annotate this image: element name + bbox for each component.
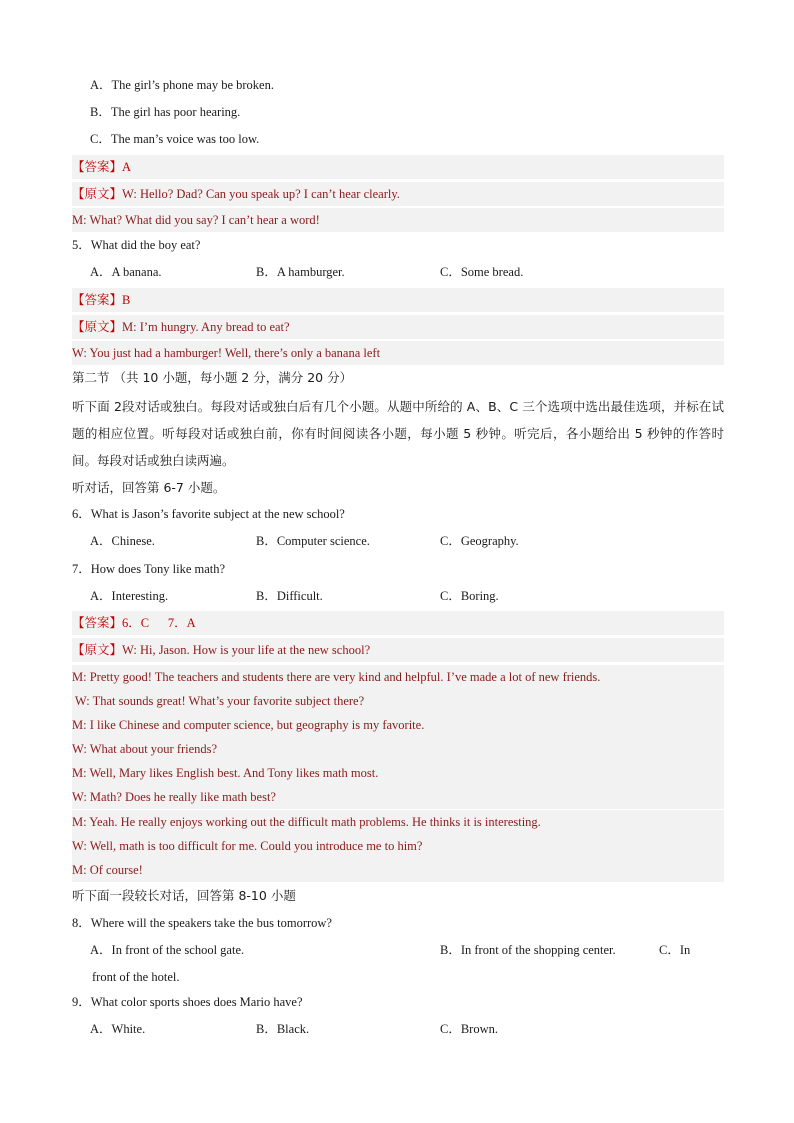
q5-option-a: A．A banana. — [90, 265, 162, 279]
q8-option-c-continued: front of the hotel. — [92, 970, 180, 984]
q5-script-line: W: You just had a hamburger! Well, there’s only a banana left — [72, 341, 724, 365]
q4-answer-row — [72, 155, 724, 179]
q67-script-line: M: Pretty good! The teachers and students there are very kind and helpful. I’ve made a lot of new friends. — [72, 665, 724, 689]
q5-script-row — [72, 315, 724, 339]
q7-option-a: A．Interesting. — [90, 589, 169, 603]
q67-script-line: W: Well, math is too difficult for me. Could you introduce me to him? — [72, 834, 724, 858]
q67-script-line: M: Of course! — [72, 858, 724, 882]
script-tag: 【原文】 — [72, 319, 123, 334]
q5-question: 5．What did the boy eat? — [72, 238, 201, 252]
answer-tag: 【答案】 — [72, 615, 123, 630]
q9-option-b: B．Black. — [256, 1022, 310, 1036]
q67-script-line: W: Math? Does he really like math best? — [72, 785, 724, 809]
q4-script-row — [72, 182, 724, 206]
q67-answer-row — [72, 611, 724, 635]
section-heading: 第二节 （共 10 小题，每小题 2 分，满分 20 分） — [72, 370, 353, 385]
q4-option-a: A．The girl’s phone may be broken. — [90, 78, 274, 92]
q67-script-line: M: Well, Mary likes English best. And Tony likes math most. — [72, 761, 724, 785]
q8-option-a: A．In front of the school gate. — [90, 943, 245, 957]
q67-script-line: W: That sounds great! What’s your favorite subject there? — [72, 689, 724, 713]
q67-script-line: M: I like Chinese and computer science, but geography is my favorite. — [72, 713, 724, 737]
q9-question: 9．What color sports shoes does Mario have? — [72, 995, 303, 1009]
q7-question: 7．How does Tony like math? — [72, 562, 226, 576]
q9-option-a: A．White. — [90, 1022, 146, 1036]
script-tag: 【原文】 — [72, 186, 123, 201]
q5-answer-row — [72, 288, 724, 312]
q5-answer: B — [122, 293, 131, 307]
q6-option-b: B．Computer science. — [256, 534, 370, 548]
q9-option-c: C．Brown. — [440, 1022, 498, 1036]
q67-script-row — [72, 638, 724, 662]
q5-option-b: B．A hamburger. — [256, 265, 345, 279]
section-instructions: 听下面 2段对话或独白。每段对话或独白后有几个小题。从题中所给的 A、B、C 三个选项中选出最佳选项，并标在试题的相应位置。听每段对话或独白前，你有时间阅读各小题，每小题 5 秒钟。听完后，各小题给出 5 秒钟的作答时间。每段对话或独白读两遍。 — [72, 399, 724, 468]
dialog1-intro: 听对话，回答第 6-7 小题。 — [72, 480, 226, 495]
q8-question: 8．Where will the speakers take the bus tomorrow? — [72, 916, 332, 930]
q6-question: 6．What is Jason’s favorite subject at the new school? — [72, 507, 345, 521]
q7-option-b: B．Difficult. — [256, 589, 323, 603]
q6-option-a: A．Chinese. — [90, 534, 155, 548]
q8-option-c: C．In — [659, 943, 691, 957]
q4-script-line: W: Hello? Dad? Can you speak up? I can’t hear clearly. — [122, 187, 400, 201]
q5-script-line: M: I’m hungry. Any bread to eat? — [122, 320, 290, 334]
dialog2-intro: 听下面一段较长对话，回答第 8-10 小题 — [72, 888, 296, 903]
q7-option-c: C．Boring. — [440, 589, 499, 603]
answer-tag: 【答案】 — [72, 292, 123, 307]
q5-option-c: C．Some bread. — [440, 265, 524, 279]
q67-script-line: W: What about your friends? — [72, 737, 724, 761]
q8-option-b: B．In front of the shopping center. — [440, 943, 616, 957]
q4-script-line: M: What? What did you say? I can’t hear a word! — [72, 208, 724, 232]
q4-answer: A — [122, 160, 132, 174]
q67-answer: 6．C 7．A — [122, 616, 196, 630]
answer-tag: 【答案】 — [72, 159, 123, 174]
q67-script-line: M: Yeah. He really enjoys working out the difficult math problems. He thinks it is interesting. — [72, 810, 724, 834]
q6-option-c: C．Geography. — [440, 534, 519, 548]
q4-option-c: C．The man’s voice was too low. — [90, 132, 260, 146]
script-tag: 【原文】 — [72, 642, 123, 657]
q4-option-b: B．The girl has poor hearing. — [90, 105, 241, 119]
q67-script-line: W: Hi, Jason. How is your life at the new school? — [122, 643, 371, 657]
